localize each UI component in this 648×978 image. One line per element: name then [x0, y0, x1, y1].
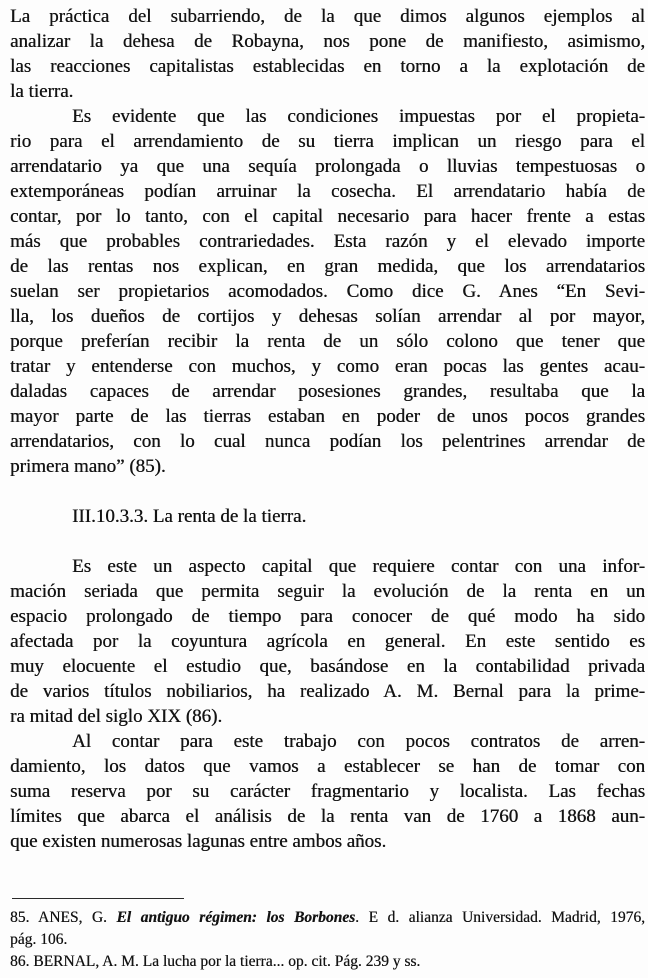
text-line: daladas capaces de arrendar posesiones grandes, resultaba que la [10, 381, 645, 402]
text-line: primera mano” (85). [10, 456, 166, 477]
text-line: la tierra. [10, 81, 74, 102]
text-line: ra mitad del siglo XIX (86). [10, 706, 223, 727]
text-line: rio para el arrendamiento de su tierra implican un riesgo para el [10, 131, 645, 152]
footnote-86: 86. BERNAL, A. M. La lucha por la tierra... op. cit. Pág. 239 y ss. [10, 953, 421, 970]
book-title: El antiguo régimen: los Borbones [116, 909, 356, 926]
text-line: espacio prolongado de tiempo para conocer de qué modo ha sido [10, 606, 645, 627]
text-line: Es evidente que las condiciones impuestas por el propieta- [72, 106, 645, 127]
footnotes [10, 907, 645, 973]
footnote-85-line-1 [10, 907, 645, 929]
text-line: más que probables contrariedades. Esta razón y el elevado importe [10, 231, 645, 252]
text-line: que existen numerosas lagunas entre ambos años. [10, 831, 387, 852]
section-heading: III.10.3.3. La renta de la tierra. [72, 506, 307, 527]
text-line: suelan ser propietarios acomodados. Como dice G. Anes “En Sevi- [10, 281, 645, 302]
text-line: lla, los dueños de cortijos y dehesas solían arrendar al por mayor, [10, 306, 645, 327]
text-line: Al contar para este trabajo con pocos contratos de arren- [72, 731, 645, 752]
text-line: las reacciones capitalistas establecidas en torno a la explotación de [10, 56, 645, 77]
text-line: suma reserva por su carácter fragmentario y localista. Las fechas [10, 781, 645, 802]
text-line: contar, por lo tanto, con el capital necesario para hacer frente a estas [10, 206, 645, 227]
text-line: tratar y entenderse con muchos, y como eran pocas las gentes acau- [10, 356, 645, 377]
text-line: mayor parte de las tierras estaban en poder de unos pocos grandes [10, 406, 645, 427]
body-text [10, 4, 645, 854]
text-line: arrendatario ya que una sequía prolongada o lluvias tempestuosas o [10, 156, 645, 177]
text-line: de las rentas nos explican, en gran medida, que los arrendatarios [10, 256, 645, 277]
text-line: de varios títulos nobiliarios, ha realizado A. M. Bernal para la prime- [10, 681, 645, 702]
text-line: porque preferían recibir la renta de un sólo colono que tener que [10, 331, 645, 352]
footnote-85-prefix: 85. ANES, G. [10, 909, 117, 926]
paragraph-2 [10, 104, 645, 479]
footnote-85-suffix: . E d. alianza Universidad. Madrid, 1976, [355, 909, 645, 926]
text-line: límites que abarca el análisis de la renta van de 1760 a 1868 aun- [10, 806, 645, 827]
text-line: extemporáneas podían arruinar la cosecha. El arrendatario había de [10, 181, 645, 202]
text-line: Es este un aspecto capital que requiere contar con una infor- [72, 556, 645, 577]
footnote-85-line-2: pág. 106. [10, 931, 68, 948]
text-line: mación seriada que permita seguir la evolución de la renta en un [10, 581, 645, 602]
paragraph-3 [10, 554, 645, 729]
paragraph-4 [10, 729, 645, 854]
text-line: damiento, los datos que vamos a establecer se han de tomar con [10, 756, 645, 777]
text-line: analizar la dehesa de Robayna, nos pone de manifiesto, asimismo, [10, 31, 645, 52]
paragraph-1 [10, 4, 645, 104]
text-line: muy elocuente el estudio que, basándose en la contabilidad privada [10, 656, 645, 677]
text-line: La práctica del subarriendo, de la que dimos algunos ejemplos al [10, 6, 645, 27]
footnote-divider [12, 898, 184, 899]
text-line: afectada por la coyuntura agrícola en general. En este sentido es [10, 631, 645, 652]
text-line: arrendatarios, con lo cual nunca podían los pelentrines arrendar de [10, 431, 645, 452]
